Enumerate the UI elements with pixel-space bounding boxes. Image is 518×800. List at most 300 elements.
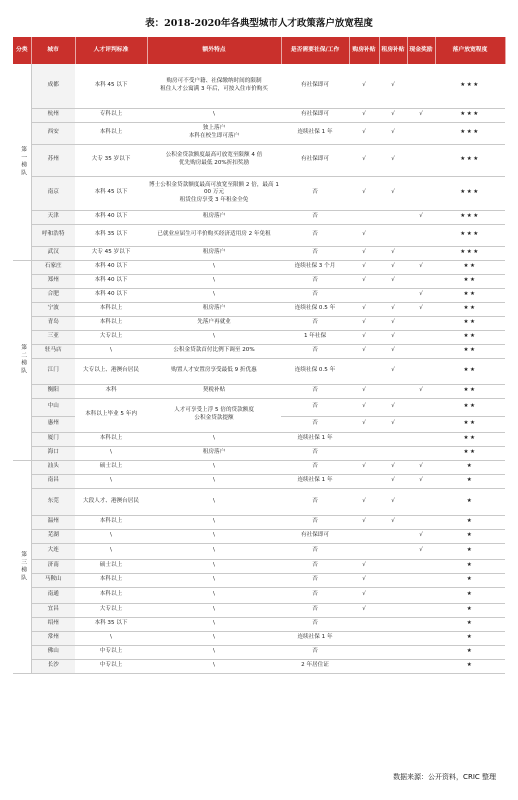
table-row xyxy=(13,645,505,659)
table-row xyxy=(13,274,505,288)
level-cell: ★★★ xyxy=(435,144,505,176)
criteria-cell: 大专以上、港澳台居民 xyxy=(75,358,147,384)
criteria-cell: 本科 35 以下 xyxy=(75,224,147,246)
city-cell: 芜湖 xyxy=(31,529,75,543)
social-cell: 1 年社保 xyxy=(281,330,349,344)
table-row xyxy=(13,246,505,260)
header-features: 额外特点 xyxy=(147,37,281,64)
table-row xyxy=(13,330,505,344)
criteria-cell: 硕士以上 xyxy=(75,559,147,573)
features-cell: 租房落户 xyxy=(147,210,281,224)
social-cell: 否 xyxy=(281,416,349,432)
cash-cell: √ xyxy=(407,529,435,543)
level-cell: ★★ xyxy=(435,260,505,274)
rent-cell: √ xyxy=(379,358,407,384)
level-cell: ★ xyxy=(435,529,505,543)
social-cell: 否 xyxy=(281,603,349,617)
table-row xyxy=(13,543,505,559)
level-cell: ★★★ xyxy=(435,64,505,108)
table-row xyxy=(13,659,505,673)
rent-cell: √ xyxy=(379,398,407,416)
purchase-cell xyxy=(349,474,379,488)
city-cell: 成都 xyxy=(31,64,75,108)
features-cell: 先落户再就业 xyxy=(147,316,281,330)
purchase-cell: √ xyxy=(349,108,379,122)
table-row xyxy=(13,617,505,631)
level-cell: ★★★ xyxy=(435,108,505,122)
purchase-cell xyxy=(349,210,379,224)
purchase-cell: √ xyxy=(349,316,379,330)
city-cell: 衡阳 xyxy=(31,384,75,398)
cash-cell xyxy=(407,398,435,416)
purchase-cell: √ xyxy=(349,488,379,515)
criteria-cell: 本科以上 xyxy=(75,515,147,529)
features-cell: \ xyxy=(147,659,281,673)
cash-cell xyxy=(407,515,435,529)
level-cell: ★★★ xyxy=(435,246,505,260)
rent-cell: √ xyxy=(379,64,407,108)
social-cell: 否 xyxy=(281,288,349,302)
purchase-cell xyxy=(349,529,379,543)
table-row xyxy=(13,288,505,302)
criteria-cell: 大专以上 xyxy=(75,603,147,617)
table-row xyxy=(13,358,505,384)
cash-cell xyxy=(407,446,435,460)
social-cell: 有社保即可 xyxy=(281,64,349,108)
criteria-cell: 大专 35 岁以下 xyxy=(75,144,147,176)
criteria-cell: 大专以上 xyxy=(75,330,147,344)
city-cell: 厦门 xyxy=(31,432,75,446)
city-cell: 济南 xyxy=(31,559,75,573)
city-cell: 天津 xyxy=(31,210,75,224)
cash-cell xyxy=(407,274,435,288)
rent-cell: √ xyxy=(379,108,407,122)
table-row xyxy=(13,384,505,398)
header-social: 是否需要社保/工作 xyxy=(281,37,349,64)
level-cell: ★★ xyxy=(435,446,505,460)
rent-cell xyxy=(379,659,407,673)
features-cell: 契税补贴 xyxy=(147,384,281,398)
table-row xyxy=(13,316,505,330)
city-cell: 驻马店 xyxy=(31,344,75,358)
criteria-cell: 本科 40 以下 xyxy=(75,260,147,274)
level-cell: ★★ xyxy=(435,432,505,446)
criteria-cell: 大段人才、港澳台居民 xyxy=(75,488,147,515)
purchase-cell: √ xyxy=(349,416,379,432)
rent-cell xyxy=(379,587,407,603)
purchase-cell: √ xyxy=(349,330,379,344)
level-cell: ★★ xyxy=(435,344,505,358)
cash-cell: √ xyxy=(407,384,435,398)
social-cell: 否 xyxy=(281,224,349,246)
city-cell: 温州 xyxy=(31,515,75,529)
purchase-cell xyxy=(349,645,379,659)
level-cell: ★★ xyxy=(435,398,505,416)
purchase-cell xyxy=(349,432,379,446)
criteria-cell: 本科以上 xyxy=(75,122,147,144)
city-cell: 西安 xyxy=(31,122,75,144)
purchase-cell: √ xyxy=(349,224,379,246)
features-cell: \ xyxy=(147,559,281,573)
criteria-cell: 本科 40 以下 xyxy=(75,274,147,288)
level-cell: ★★ xyxy=(435,358,505,384)
rent-cell xyxy=(379,384,407,398)
social-cell: 2 年居住证 xyxy=(281,659,349,673)
social-cell: 否 xyxy=(281,645,349,659)
city-cell: 杭州 xyxy=(31,108,75,122)
cash-cell xyxy=(407,573,435,587)
city-cell: 郑州 xyxy=(31,274,75,288)
cash-cell xyxy=(407,344,435,358)
features-cell: \ xyxy=(147,645,281,659)
criteria-cell: 本科 40 以下 xyxy=(75,210,147,224)
rent-cell: √ xyxy=(379,488,407,515)
purchase-cell: √ xyxy=(349,144,379,176)
city-cell: 南京 xyxy=(31,176,75,210)
features-cell: 已就业应届生可半价购买经济适用房 2 年免租 xyxy=(147,224,281,246)
cash-cell xyxy=(407,144,435,176)
cash-cell: √ xyxy=(407,108,435,122)
rent-cell xyxy=(379,617,407,631)
cash-cell xyxy=(407,659,435,673)
rent-cell xyxy=(379,432,407,446)
city-cell: 海口 xyxy=(31,446,75,460)
criteria-cell: \ xyxy=(75,631,147,645)
header-city: 城市 xyxy=(31,37,75,64)
social-cell: 否 xyxy=(281,316,349,330)
table-body xyxy=(13,64,505,673)
social-cell: 有社保即可 xyxy=(281,529,349,543)
cash-cell: √ xyxy=(407,460,435,474)
city-cell: 合肥 xyxy=(31,288,75,302)
rent-cell: √ xyxy=(379,246,407,260)
rent-cell xyxy=(379,446,407,460)
criteria-cell: 大专 45 岁以下 xyxy=(75,246,147,260)
city-cell: 江门 xyxy=(31,358,75,384)
social-cell: 否 xyxy=(281,573,349,587)
table-row xyxy=(13,144,505,176)
level-cell: ★ xyxy=(435,543,505,559)
social-cell: 否 xyxy=(281,559,349,573)
level-cell: ★★ xyxy=(435,288,505,302)
criteria-cell: 中专以上 xyxy=(75,659,147,673)
cash-cell xyxy=(407,559,435,573)
city-cell: 长沙 xyxy=(31,659,75,673)
rent-cell: √ xyxy=(379,460,407,474)
table-row xyxy=(13,515,505,529)
criteria-cell: 本科以上毕业 5 年内 xyxy=(75,398,147,432)
social-cell: 否 xyxy=(281,398,349,416)
purchase-cell: √ xyxy=(349,274,379,288)
level-cell: ★ xyxy=(435,488,505,515)
features-cell: \ xyxy=(147,288,281,302)
table-row xyxy=(13,529,505,543)
city-cell: 中山 xyxy=(31,398,75,416)
criteria-cell: 本科以上 xyxy=(75,432,147,446)
purchase-cell: √ xyxy=(349,64,379,108)
city-cell: 三亚 xyxy=(31,330,75,344)
criteria-cell: 本科以上 xyxy=(75,587,147,603)
table-row xyxy=(13,446,505,460)
city-cell: 汕头 xyxy=(31,460,75,474)
table-row xyxy=(13,587,505,603)
cash-cell xyxy=(407,224,435,246)
city-cell: 大连 xyxy=(31,543,75,559)
header-tier: 分类 xyxy=(13,37,31,64)
social-cell: 连续社保 0.5 年 xyxy=(281,302,349,316)
purchase-cell xyxy=(349,659,379,673)
city-cell: 武汉 xyxy=(31,246,75,260)
cash-cell xyxy=(407,316,435,330)
header-cash: 现金奖励 xyxy=(407,37,435,64)
city-cell: 常州 xyxy=(31,631,75,645)
features-cell: \ xyxy=(147,260,281,274)
purchase-cell xyxy=(349,358,379,384)
city-cell: 石家庄 xyxy=(31,260,75,274)
cash-cell: √ xyxy=(407,260,435,274)
purchase-cell: √ xyxy=(349,260,379,274)
cash-cell xyxy=(407,617,435,631)
level-cell: ★ xyxy=(435,573,505,587)
level-cell: ★★ xyxy=(435,316,505,330)
rent-cell: √ xyxy=(379,316,407,330)
social-cell: 连续社保 1 年 xyxy=(281,432,349,446)
features-cell: \ xyxy=(147,631,281,645)
features-cell: \ xyxy=(147,330,281,344)
purchase-cell: √ xyxy=(349,573,379,587)
cash-cell xyxy=(407,587,435,603)
table-row xyxy=(13,398,505,416)
level-cell: ★ xyxy=(435,631,505,645)
city-cell: 宜昌 xyxy=(31,603,75,617)
criteria-cell: 本科 45 以下 xyxy=(75,64,147,108)
rent-cell: √ xyxy=(379,416,407,432)
features-cell: \ xyxy=(147,515,281,529)
features-cell: \ xyxy=(147,603,281,617)
city-cell: 绍州 xyxy=(31,617,75,631)
criteria-cell: 本科 40 以下 xyxy=(75,288,147,302)
city-cell: 南通 xyxy=(31,587,75,603)
header-level: 落户放宽程度 xyxy=(435,37,505,64)
level-cell: ★ xyxy=(435,645,505,659)
rent-cell: √ xyxy=(379,330,407,344)
level-cell: ★ xyxy=(435,559,505,573)
rent-cell xyxy=(379,224,407,246)
cash-cell xyxy=(407,330,435,344)
level-cell: ★ xyxy=(435,603,505,617)
social-cell: 否 xyxy=(281,587,349,603)
cash-cell xyxy=(407,176,435,210)
criteria-cell: 中专以上 xyxy=(75,645,147,659)
features-cell: 公积金贷款额度最高可放宽至限额 4 倍 优先购房最低 20%折扣奖励 xyxy=(147,144,281,176)
cash-cell xyxy=(407,358,435,384)
criteria-cell: 本科 35 以下 xyxy=(75,617,147,631)
header-criteria: 人才评判标准 xyxy=(75,37,147,64)
rent-cell xyxy=(379,631,407,645)
features-cell: 独上落户 本科在校生即可落户 xyxy=(147,122,281,144)
social-cell: 连续社保 1 年 xyxy=(281,474,349,488)
rent-cell: √ xyxy=(379,176,407,210)
features-cell: \ xyxy=(147,587,281,603)
criteria-cell: 本科 45 以下 xyxy=(75,176,147,210)
purchase-cell: √ xyxy=(349,246,379,260)
purchase-cell: √ xyxy=(349,559,379,573)
level-cell: ★★ xyxy=(435,384,505,398)
source-note: 数据来源：公开资料，CRIC 整理 xyxy=(393,773,496,781)
cash-cell: √ xyxy=(407,210,435,224)
rent-cell xyxy=(379,529,407,543)
rent-cell: √ xyxy=(379,474,407,488)
purchase-cell: √ xyxy=(349,344,379,358)
rent-cell xyxy=(379,210,407,224)
purchase-cell: √ xyxy=(349,603,379,617)
city-cell: 东莞 xyxy=(31,488,75,515)
table-row xyxy=(13,488,505,515)
criteria-cell: \ xyxy=(75,344,147,358)
city-cell: 南昌 xyxy=(31,474,75,488)
features-cell: \ xyxy=(147,529,281,543)
level-cell: ★★ xyxy=(435,330,505,344)
purchase-cell xyxy=(349,446,379,460)
criteria-cell: \ xyxy=(75,529,147,543)
purchase-cell xyxy=(349,631,379,645)
social-cell: 连续社保 1 年 xyxy=(281,122,349,144)
social-cell: 否 xyxy=(281,460,349,474)
features-cell: \ xyxy=(147,274,281,288)
features-cell: 人才可享受上浮 5 倍的贷款额度 公积金贷款提额 xyxy=(147,398,281,432)
table-row xyxy=(13,631,505,645)
social-cell: 否 xyxy=(281,488,349,515)
rent-cell xyxy=(379,603,407,617)
table-row xyxy=(13,260,505,274)
level-cell: ★★★ xyxy=(435,122,505,144)
level-cell: ★★★ xyxy=(435,210,505,224)
purchase-cell: √ xyxy=(349,302,379,316)
city-cell: 苏州 xyxy=(31,144,75,176)
level-cell: ★★ xyxy=(435,302,505,316)
level-cell: ★ xyxy=(435,587,505,603)
table-row xyxy=(13,432,505,446)
level-cell: ★ xyxy=(435,515,505,529)
cash-cell xyxy=(407,603,435,617)
header-purchase: 购房补贴 xyxy=(349,37,379,64)
cash-cell xyxy=(407,122,435,144)
criteria-cell: 本科 xyxy=(75,384,147,398)
cash-cell: √ xyxy=(407,474,435,488)
purchase-cell: √ xyxy=(349,515,379,529)
purchase-cell: √ xyxy=(349,587,379,603)
purchase-cell xyxy=(349,288,379,302)
social-cell: 连续社保 0.5 年 xyxy=(281,358,349,384)
rent-cell: √ xyxy=(379,122,407,144)
level-cell: ★ xyxy=(435,617,505,631)
social-cell: 有社保即可 xyxy=(281,144,349,176)
level-cell: ★★ xyxy=(435,274,505,288)
cash-cell: √ xyxy=(407,288,435,302)
social-cell: 否 xyxy=(281,210,349,224)
cash-cell: √ xyxy=(407,543,435,559)
rent-cell xyxy=(379,573,407,587)
features-cell: \ xyxy=(147,108,281,122)
rent-cell xyxy=(379,645,407,659)
city-cell: 宁波 xyxy=(31,302,75,316)
features-cell: 购房可不受户籍、社保缴纳时间的限制 租住人才公寓满 3 年后，可按入住市价购买 xyxy=(147,64,281,108)
table-row xyxy=(13,559,505,573)
tier-label: 第二梯队 xyxy=(13,260,31,460)
cash-cell xyxy=(407,246,435,260)
features-cell: \ xyxy=(147,617,281,631)
rent-cell: √ xyxy=(379,344,407,358)
table-row xyxy=(13,344,505,358)
level-cell: ★ xyxy=(435,474,505,488)
rent-cell: √ xyxy=(379,274,407,288)
features-cell: \ xyxy=(147,573,281,587)
table-row xyxy=(13,603,505,617)
social-cell: 连续社保 1 年 xyxy=(281,631,349,645)
city-cell: 佛山 xyxy=(31,645,75,659)
features-cell: 博士公积金贷款额度最高可放宽至限额 2 倍，最高 100 万元 租赁住房享受 3 年租金全免 xyxy=(147,176,281,210)
table-row xyxy=(13,108,505,122)
features-cell: \ xyxy=(147,460,281,474)
features-cell: 公积金贷款首付比例下调至 20% xyxy=(147,344,281,358)
features-cell: 租房落户 xyxy=(147,246,281,260)
table-row xyxy=(13,474,505,488)
page-title: 表：2018-2020年各典型城市人才政策落户放宽程度 xyxy=(145,18,373,29)
purchase-cell: √ xyxy=(349,398,379,416)
rent-cell xyxy=(379,543,407,559)
social-cell: 否 xyxy=(281,515,349,529)
features-cell: 租房落户 xyxy=(147,302,281,316)
features-cell: 租房落户 xyxy=(147,446,281,460)
cash-cell xyxy=(407,432,435,446)
social-cell: 有社保即可 xyxy=(281,108,349,122)
table-header-row xyxy=(13,37,505,64)
rent-cell: √ xyxy=(379,144,407,176)
social-cell: 否 xyxy=(281,446,349,460)
tier-label: 第一梯队 xyxy=(13,64,31,260)
level-cell: ★★★ xyxy=(435,176,505,210)
policy-table xyxy=(13,37,506,674)
level-cell: ★ xyxy=(435,659,505,673)
social-cell: 否 xyxy=(281,274,349,288)
cash-cell xyxy=(407,488,435,515)
criteria-cell: 硕士以上 xyxy=(75,460,147,474)
city-cell: 惠州 xyxy=(31,416,75,432)
level-cell: ★ xyxy=(435,460,505,474)
table-row xyxy=(13,224,505,246)
purchase-cell xyxy=(349,543,379,559)
rent-cell: √ xyxy=(379,302,407,316)
city-cell: 呼和浩特 xyxy=(31,224,75,246)
level-cell: ★★ xyxy=(435,416,505,432)
features-cell: \ xyxy=(147,474,281,488)
features-cell: 购置人才安置房享受最低 9 折优惠 xyxy=(147,358,281,384)
features-cell: \ xyxy=(147,432,281,446)
table-row xyxy=(13,64,505,108)
social-cell: 否 xyxy=(281,543,349,559)
criteria-cell: 本科以上 xyxy=(75,573,147,587)
criteria-cell: 专科以上 xyxy=(75,108,147,122)
purchase-cell: √ xyxy=(349,176,379,210)
table-row xyxy=(13,460,505,474)
features-cell: \ xyxy=(147,543,281,559)
cash-cell xyxy=(407,64,435,108)
table-row xyxy=(13,122,505,144)
social-cell: 否 xyxy=(281,246,349,260)
cash-cell xyxy=(407,631,435,645)
purchase-cell xyxy=(349,617,379,631)
purchase-cell: √ xyxy=(349,384,379,398)
